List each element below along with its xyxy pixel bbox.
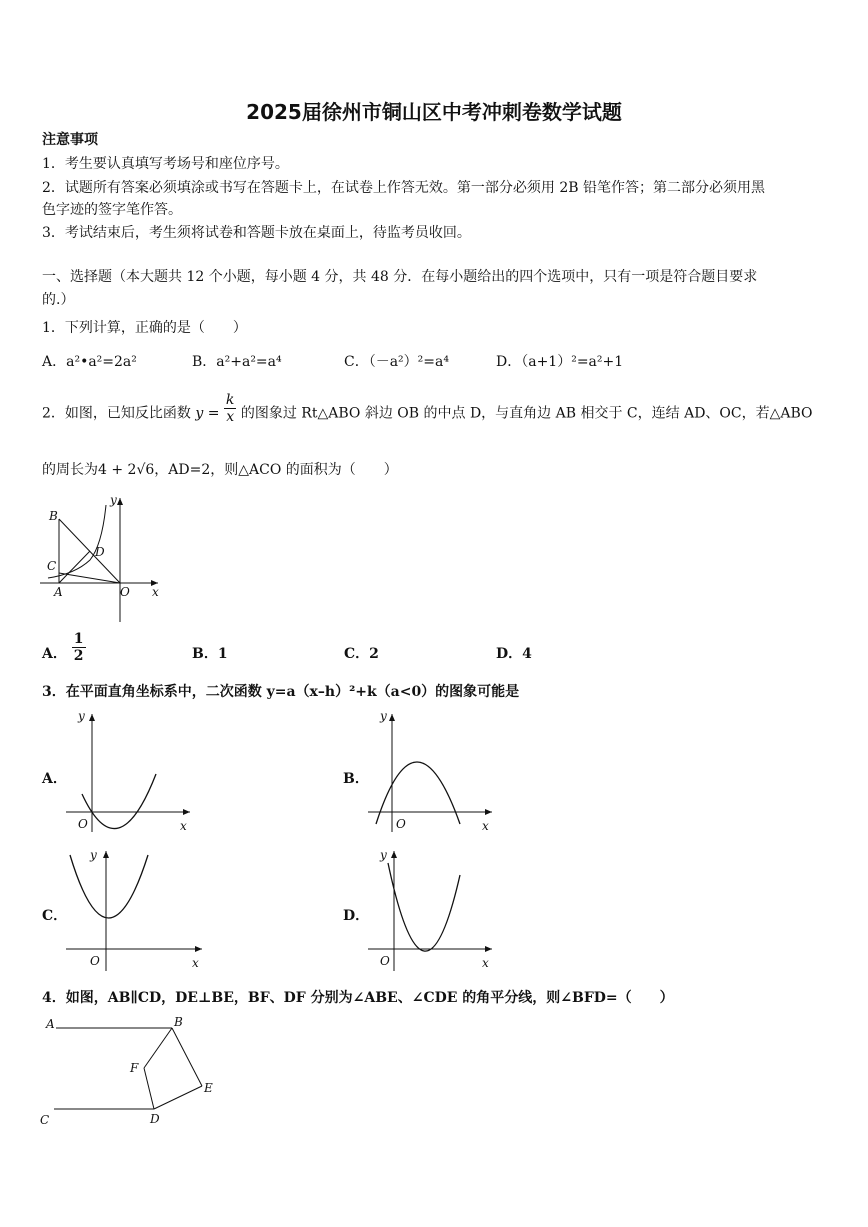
notice-item-2-cont: 色字迹的签字笔作答。 — [42, 202, 182, 218]
q1-option-b[interactable]: B．a²+a²=a⁴ — [192, 354, 282, 370]
q4-label-c: C — [40, 1113, 50, 1127]
q3-graph-b[interactable] — [368, 706, 498, 836]
section-heading-line1: 一、选择题（本大题共 12 个小题，每小题 4 分，共 48 分．在每小题给出的四个选项中，只有一项是符合题目要求 — [42, 269, 758, 285]
q4-label-e: E — [204, 1081, 213, 1095]
q4-label-f: F — [130, 1061, 139, 1075]
q2-option-a-den: 2 — [73, 647, 84, 664]
q3a-y: y — [78, 709, 85, 723]
q3-option-d-label[interactable]: D． — [343, 908, 370, 924]
q3d-y: y — [380, 848, 387, 862]
q2-option-a-num: 1 — [73, 630, 84, 647]
q2-label-o: O — [120, 585, 130, 599]
q2-stem-c2: ，AD=2，则△ACO 的面积为（ ） — [154, 462, 398, 478]
q2-option-d[interactable]: D．4 — [496, 646, 532, 662]
q4-label-b: B — [174, 1015, 183, 1029]
q3-option-a-label[interactable]: A． — [42, 771, 67, 787]
q3c-y: y — [90, 848, 97, 862]
q2-label-d: D — [95, 545, 105, 559]
q2-stem-part2 — [42, 460, 398, 480]
q2-option-b[interactable]: B．1 — [192, 646, 228, 662]
section-heading-line2: 的.） — [42, 292, 75, 308]
q2-label-c: C — [47, 559, 57, 573]
q3d-origin: O — [380, 954, 390, 968]
q4-label-d: D — [150, 1112, 160, 1126]
q2-label-b: B — [49, 509, 58, 523]
q1-option-d[interactable]: D．（a+1）²=a²+1 — [496, 354, 624, 370]
q3b-origin: O — [396, 817, 406, 831]
q3c-x: x — [192, 956, 199, 970]
q2-func-k: k — [225, 392, 235, 408]
q2-func-x: x — [226, 409, 235, 425]
notice-heading: 注意事项 — [42, 132, 98, 148]
q2-option-a-label: A． — [42, 646, 67, 662]
q2-option-a-fraction — [72, 631, 86, 664]
q3-graph-c[interactable] — [66, 845, 206, 975]
notice-item-2: 2．试题所有答案必须填涂或书写在答题卡上，在试卷上作答无效。第一部分必须用 2B 铅笔作答；第二部分必须用黑 — [42, 180, 765, 196]
q3-option-c-label[interactable]: C． — [42, 908, 68, 924]
q2-stem-part1 — [42, 392, 813, 425]
q2-stem-b: 的图象过 Rt△ABO 斜边 OB 的中点 D，与直角边 AB 相交于 C，连结 AD、OC，若△ABO — [240, 405, 813, 422]
q3-graph-a[interactable] — [66, 706, 196, 836]
notice-item-1: 1．考生要认真填写考场号和座位序号。 — [42, 156, 289, 172]
q2-option-a[interactable] — [42, 630, 86, 664]
q3b-y: y — [380, 709, 387, 723]
q2-stem-a: 2．如图，已知反比函数 — [42, 405, 191, 422]
q4-figure — [36, 1012, 226, 1132]
q1-option-a[interactable]: A．a²•a²=2a² — [42, 354, 137, 370]
q2-stem-c1: 的周长为 — [42, 462, 98, 478]
q2-func-fraction — [224, 392, 236, 425]
q3a-x: x — [180, 819, 187, 833]
q2-perimeter: 4 + 2√6 — [98, 462, 155, 478]
q2-label-y: y — [110, 493, 117, 507]
q2-figure — [40, 490, 170, 625]
q3b-x: x — [482, 819, 489, 833]
q3a-origin: O — [78, 817, 88, 831]
q1-stem: 1．下列计算，正确的是（ ） — [42, 320, 247, 336]
notice-item-3: 3．考试结束后，考生须将试卷和答题卡放在桌面上，待监考员收回。 — [42, 225, 471, 241]
q1-option-c[interactable]: C．（－a²）²=a⁴ — [344, 354, 449, 370]
q3d-x: x — [482, 956, 489, 970]
q4-label-a: A — [46, 1017, 55, 1031]
q3c-origin: O — [90, 954, 100, 968]
q2-func-y: y = — [195, 405, 220, 422]
q3-stem: 3．在平面直角坐标系中，二次函数 y=a（x–h）²+k（a<0）的图象可能是 — [42, 684, 520, 700]
q2-label-a: A — [54, 585, 63, 599]
q4-stem: 4．如图，AB∥CD，DE⊥BE，BF、DF 分别为∠ABE、∠CDE 的角平分线，则∠BFD=（ ） — [42, 990, 674, 1006]
page-title: 2025届徐州市铜山区中考冲刺卷数学试题 — [246, 100, 622, 124]
q3-graph-d[interactable] — [368, 845, 508, 975]
q3-option-b-label[interactable]: B． — [343, 771, 369, 787]
q2-option-c[interactable]: C．2 — [344, 646, 379, 662]
q2-label-x: x — [152, 585, 159, 599]
